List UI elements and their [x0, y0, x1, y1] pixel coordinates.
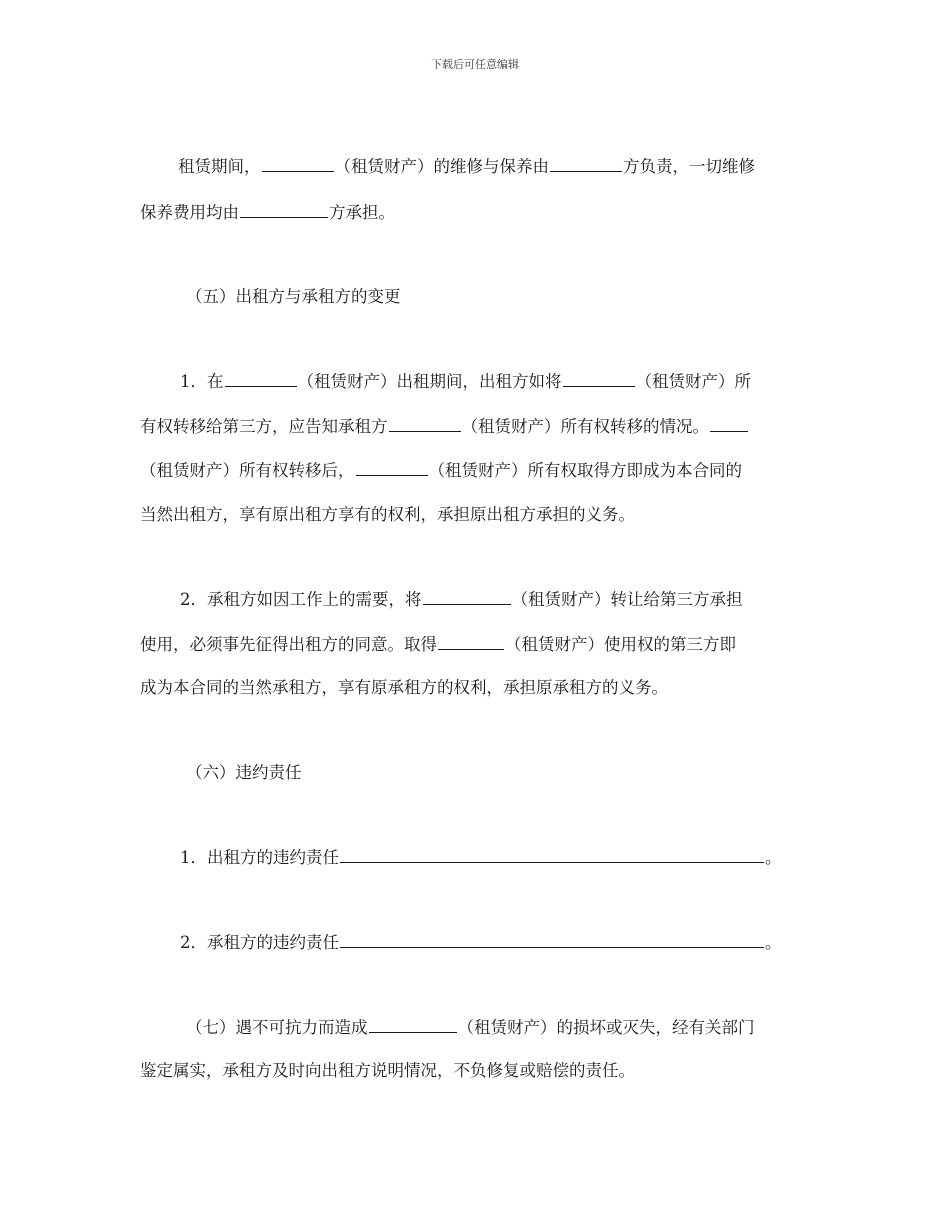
text-line	[140, 763, 820, 783]
text-segment: （租赁财产）转让给第三方承担	[511, 590, 743, 609]
text-segment: （租赁财产）所有权转移的情况。	[461, 417, 709, 436]
page-header: 下载后可任意编辑	[431, 58, 519, 71]
text-segment: （租赁财产）的损坏或灭失，经有关部门	[457, 1018, 755, 1037]
fill-in-blank[interactable]	[550, 156, 622, 172]
text-segment: （六）违约责任	[186, 763, 302, 782]
text-line	[140, 847, 820, 868]
text-line	[140, 1017, 820, 1038]
fill-in-blank[interactable]	[225, 371, 297, 387]
text-segment: 保养费用均由	[140, 203, 239, 222]
fill-in-blank[interactable]	[369, 1017, 457, 1033]
text-segment: 方承担。	[329, 203, 395, 222]
text-line	[140, 932, 820, 953]
fill-in-blank[interactable]	[563, 371, 635, 387]
fill-in-blank[interactable]	[262, 156, 334, 172]
text-segment: （五）出租方与承租方的变更	[186, 287, 401, 306]
text-line	[140, 156, 820, 177]
text-line	[140, 202, 820, 223]
text-segment: 有权转移给第三方，应告知承租方	[140, 417, 388, 436]
text-segment: 方负责，一切维修	[623, 157, 755, 176]
text-line	[140, 287, 820, 307]
fill-in-blank[interactable]	[389, 416, 461, 432]
text-line	[140, 505, 820, 525]
text-line	[140, 589, 820, 610]
text-line	[140, 1061, 820, 1081]
text-line	[140, 371, 820, 392]
text-segment: 鉴定属实，承租方及时向出租方说明情况，不负修复或赔偿的责任。	[140, 1061, 635, 1080]
text-segment: 。	[765, 848, 782, 867]
text-segment: （租赁财产）使用权的第三方即	[505, 635, 736, 654]
fill-in-blank[interactable]	[438, 634, 504, 650]
text-line	[140, 460, 820, 481]
text-segment: 2．承租方的违约责任	[180, 933, 339, 952]
text-segment: （租赁财产）所有权取得方即成为本合同的	[428, 461, 742, 480]
text-segment: （租赁财产）出租期间，出租方如将	[297, 372, 562, 391]
fill-in-blank[interactable]	[710, 416, 748, 432]
text-segment: （七）遇不可抗力而造成	[186, 1018, 368, 1037]
text-segment: 2．承租方如因工作上的需要，将	[180, 590, 422, 609]
text-segment: （租赁财产）所有权转移后，	[140, 461, 355, 480]
text-segment: 当然出租方，享有原出租方享有的权利，承担原出租方承担的义务。	[140, 505, 635, 524]
fill-in-blank[interactable]	[423, 589, 511, 605]
text-segment: 1．在	[180, 372, 224, 391]
fill-in-blank[interactable]	[240, 202, 328, 218]
text-line	[140, 416, 820, 437]
text-segment: 租赁期间，	[178, 157, 261, 176]
fill-in-blank[interactable]	[340, 847, 764, 863]
fill-in-blank[interactable]	[340, 932, 764, 948]
text-segment: （租赁财产）所	[635, 372, 751, 391]
text-segment: 成为本合同的当然承租方，享有原承租方的权利，承担原承租方的义务。	[140, 678, 668, 697]
text-line	[140, 634, 820, 655]
fill-in-blank[interactable]	[356, 460, 428, 476]
text-segment: 使用，必须事先征得出租方的同意。取得	[140, 635, 437, 654]
text-segment: （租赁财产）的维修与保养由	[334, 157, 549, 176]
text-segment: 。	[765, 933, 782, 952]
text-segment: 1．出租方的违约责任	[180, 848, 339, 867]
text-line	[140, 678, 820, 698]
